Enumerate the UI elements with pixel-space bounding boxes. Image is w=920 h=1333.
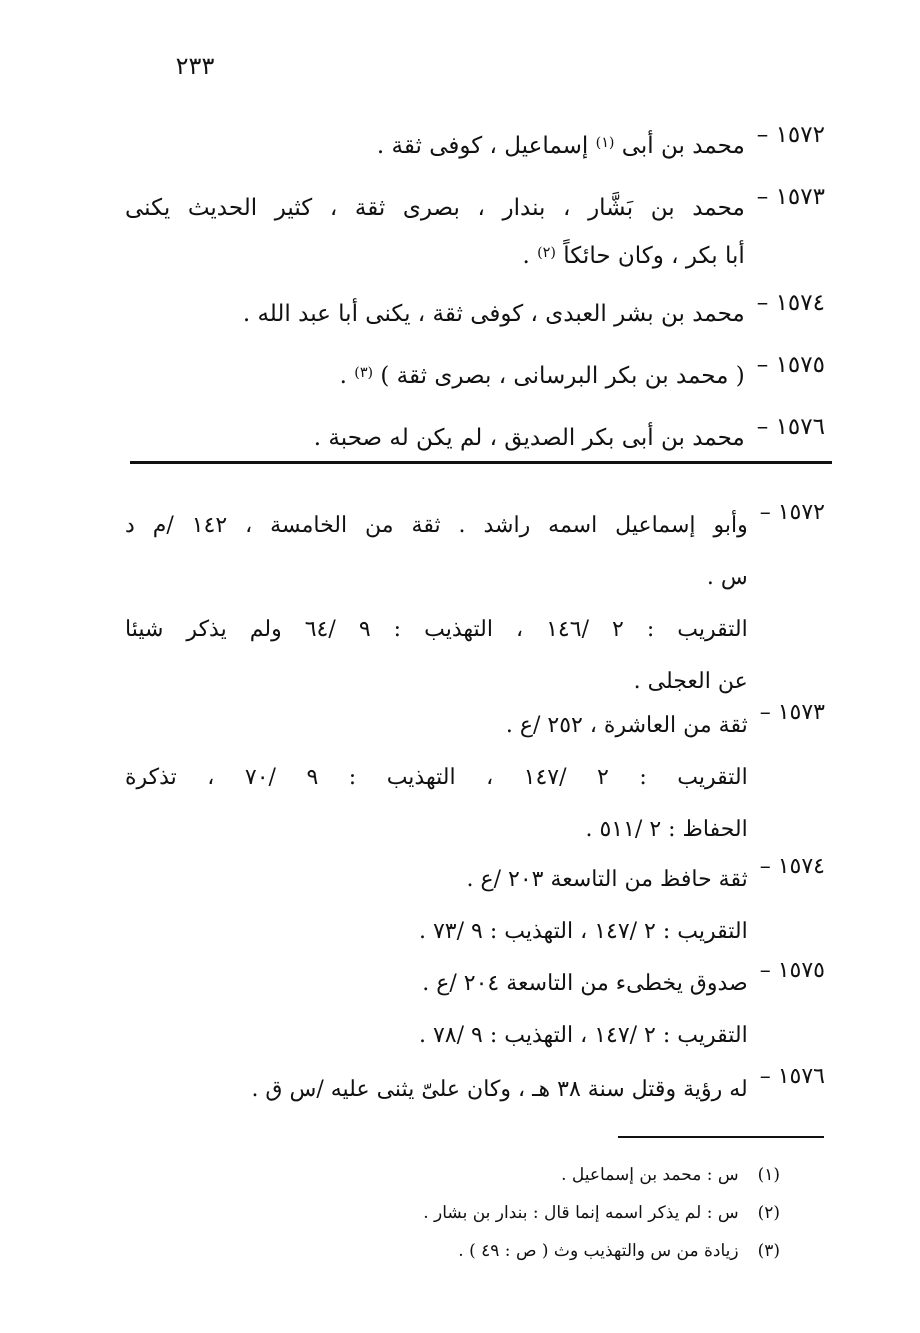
note-line: التقريب : ٢ /١٤٧ ، التهذيب : ٩ /٧٣ . [418,919,748,944]
entry-number: ١٥٧٤ – [756,290,825,316]
body-entry [125,414,825,462]
entry-line [125,232,745,280]
footnote-divider [618,1136,824,1138]
entry-number: ١٥٧٢ – [756,122,825,148]
note-line: الحفاظ : ٢ /٥١١ . [585,817,748,842]
footnote [300,1156,780,1194]
body-entry [125,290,825,338]
footnote [300,1232,780,1270]
footnote-text: س : لم يذكر اسمه إنما قال : بندار بن بشار . [423,1203,739,1223]
note-number: ١٥٧٣ – [759,700,825,725]
body-entry [125,184,825,280]
note-line: ثقة من العاشرة ، ٢٥٢ /ع . [505,713,748,738]
entry-line: محمد بن بشر العبدى ، كوفى ثقة ، يكنى أبا عبد الله . [242,301,745,327]
footnote-reference: (٢) [537,244,556,261]
note-number: ١٥٧٥ – [759,958,825,983]
note-line: التقريب : ٢ /١٤٧ ، التهذيب : ٩ /٧٠ ، تذكرة [125,765,748,790]
note-line: صدوق يخطىء من التاسعة ٢٠٤ /ع . [422,971,748,996]
footnote-reference: (١) [595,134,615,151]
footnote-marker: (٣) [757,1241,780,1261]
note-entry [125,700,825,856]
footnote-text: زيادة من س والتهذيب وث ( ص : ٤٩ ) . [458,1241,739,1261]
footnote-marker: (١) [757,1165,780,1185]
entry-number: ١٥٧٦ – [756,414,825,440]
entry-number: ١٥٧٣ – [756,184,825,210]
footnote [300,1194,780,1232]
footnote-marker: (٢) [757,1203,780,1223]
note-line: عن العجلى . [633,669,748,694]
footnote-reference: (٣) [354,364,374,381]
entry-line: محمد بن أبى بكر الصديق ، لم يكن له صحبة . [313,425,745,451]
section-divider [130,461,832,464]
note-line: له رؤية وقتل سنة ٣٨ هـ ، وكان علىّ يثنى عليه /س ق . [251,1077,748,1102]
page-number: ٢٣٣ [175,52,215,80]
note-line: س . [706,565,748,590]
entry-line [125,352,745,400]
entry-text: ( محمد بن بكر البرسانى ، بصرى ثقة ) [380,363,745,389]
entry-text: . [339,363,347,389]
footnote-text: س : محمد بن إسماعيل . [561,1165,739,1185]
entry-text: محمد بن أبى [621,133,745,159]
entry-text: أبا بكر ، وكان حائكاً [563,243,745,269]
body-entry [125,122,825,170]
note-line: التقريب : ٢ /١٤٦ ، التهذيب : ٩ /٦٤ ولم يذكر شيئا [125,617,748,642]
entry-number: ١٥٧٥ – [756,352,825,378]
body-entry [125,352,825,400]
note-number: ١٥٧٤ – [759,854,825,879]
note-entry [125,500,825,708]
note-line: التقريب : ٢ /١٤٧ ، التهذيب : ٩ /٧٨ . [418,1023,748,1048]
note-entry [125,958,825,1062]
entry-text: . [522,243,530,269]
note-entry [125,1064,825,1116]
note-line: وأبو إسماعيل اسمه راشد . ثقة من الخامسة ، ١٤٢ /م د [125,513,748,538]
note-number: ١٥٧٢ – [759,500,825,525]
note-line: ثقة حافظ من التاسعة ٢٠٣ /ع . [466,867,748,892]
entry-line: محمد بن بَشَّار ، بندار ، بصرى ثقة ، كثير الحديث يكنى [125,195,745,221]
note-entry [125,854,825,958]
entry-text: إسماعيل ، كوفى ثقة . [376,133,589,159]
footnotes [300,1156,780,1270]
entry-line [125,122,745,170]
note-number: ١٥٧٦ – [759,1064,825,1089]
